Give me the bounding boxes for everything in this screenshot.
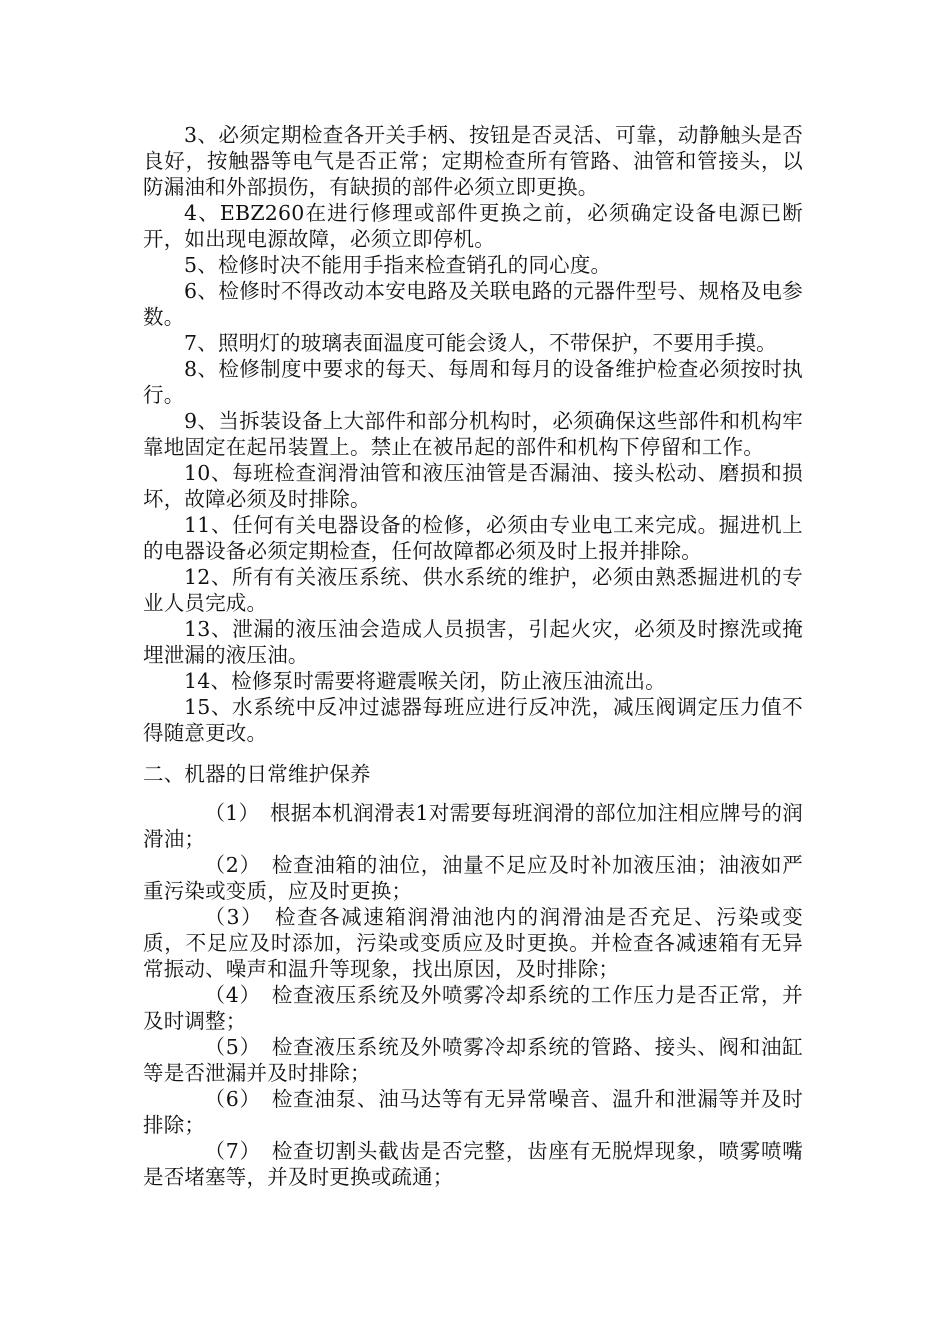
safety-item-7: 7、照明灯的玻璃表面温度可能会烫人，不带保护，不要用手摸。 (184, 331, 777, 355)
section-heading-daily-maintenance: 二、机器的日常维护保养 (143, 762, 371, 786)
safety-item-6: 6、检修时不得改动本安电路及关联电路的元器件型号、规格及电参数。 (143, 279, 803, 329)
maintenance-item-5: （5） 检查液压系统及外喷雾冷却系统的管路、接头、阀和油缸等是否泄漏并及时排除； (143, 1035, 803, 1085)
maintenance-item-7: （7） 检查切割头截齿是否完整，齿座有无脱焊现象，喷雾喷嘴是否堵塞等，并及时更换或疏通； (143, 1139, 803, 1189)
safety-item-15: 15、水系统中反冲过滤器每班应进行反冲洗，减压阀调定压力值不得随意更改。 (143, 695, 803, 745)
maintenance-item-4: （4） 检查液压系统及外喷雾冷却系统的工作压力是否正常，并及时调整； (143, 983, 803, 1033)
safety-item-13: 13、泄漏的液压油会造成人员损害，引起火灾，必须及时擦洗或掩埋泄漏的液压油。 (143, 617, 803, 667)
safety-item-9: 9、当拆装设备上大部件和部分机构时，必须确保这些部件和机构牢靠地固定在起吊装置上。禁止在被吊起的部件和机构下停留和工作。 (143, 409, 803, 459)
safety-item-14: 14、检修泵时需要将避震喉关闭，防止液压油流出。 (184, 669, 666, 693)
document-page (143, 122, 803, 1190)
safety-item-12: 12、所有有关液压系统、供水系统的维护，必须由熟悉掘进机的专业人员完成。 (143, 565, 803, 615)
safety-item-3: 3、必须定期检查各开关手柄、按钮是否灵活、可靠，动静触头是否良好，按触器等电气是否正常；定期检查所有管路、油管和管接头，以防漏油和外部损伤，有缺损的部件必须立即更换。 (143, 123, 803, 199)
safety-item-10: 10、每班检查润滑油管和液压油管是否漏油、接头松动、磨损和损坏，故障必须及时排除。 (143, 461, 803, 511)
maintenance-item-1: （1） 根据本机润滑表1对需要每班润滑的部位加注相应牌号的润滑油； (143, 801, 803, 851)
maintenance-item-2: （2） 检查油箱的油位，油量不足应及时补加液压油；油液如严重污染或变质，应及时更换； (143, 853, 803, 903)
safety-item-5: 5、检修时决不能用手指来检查销孔的同心度。 (184, 253, 612, 277)
maintenance-item-6: （6） 检查油泵、油马达等有无异常噪音、温升和泄漏等并及时排除； (143, 1087, 803, 1137)
safety-item-11: 11、任何有关电器设备的检修，必须由专业电工来完成。掘进机上的电器设备必须定期检查，任何故障都必须及时上报并排除。 (143, 513, 803, 563)
safety-item-8: 8、检修制度中要求的每天、每周和每月的设备维护检查必须按时执行。 (143, 357, 803, 407)
maintenance-item-3: （3） 检查各减速箱润滑油池内的润滑油是否充足、污染或变质，不足应及时添加，污染或变质应及时更换。并检查各减速箱有无异常振动、噪声和温升等现象，找出原因，及时排除； (143, 905, 803, 981)
safety-item-4: 4、EBZ260在进行修理或部件更换之前，必须确定设备电源已断开，如出现电源故障，必须立即停机。 (143, 201, 803, 251)
